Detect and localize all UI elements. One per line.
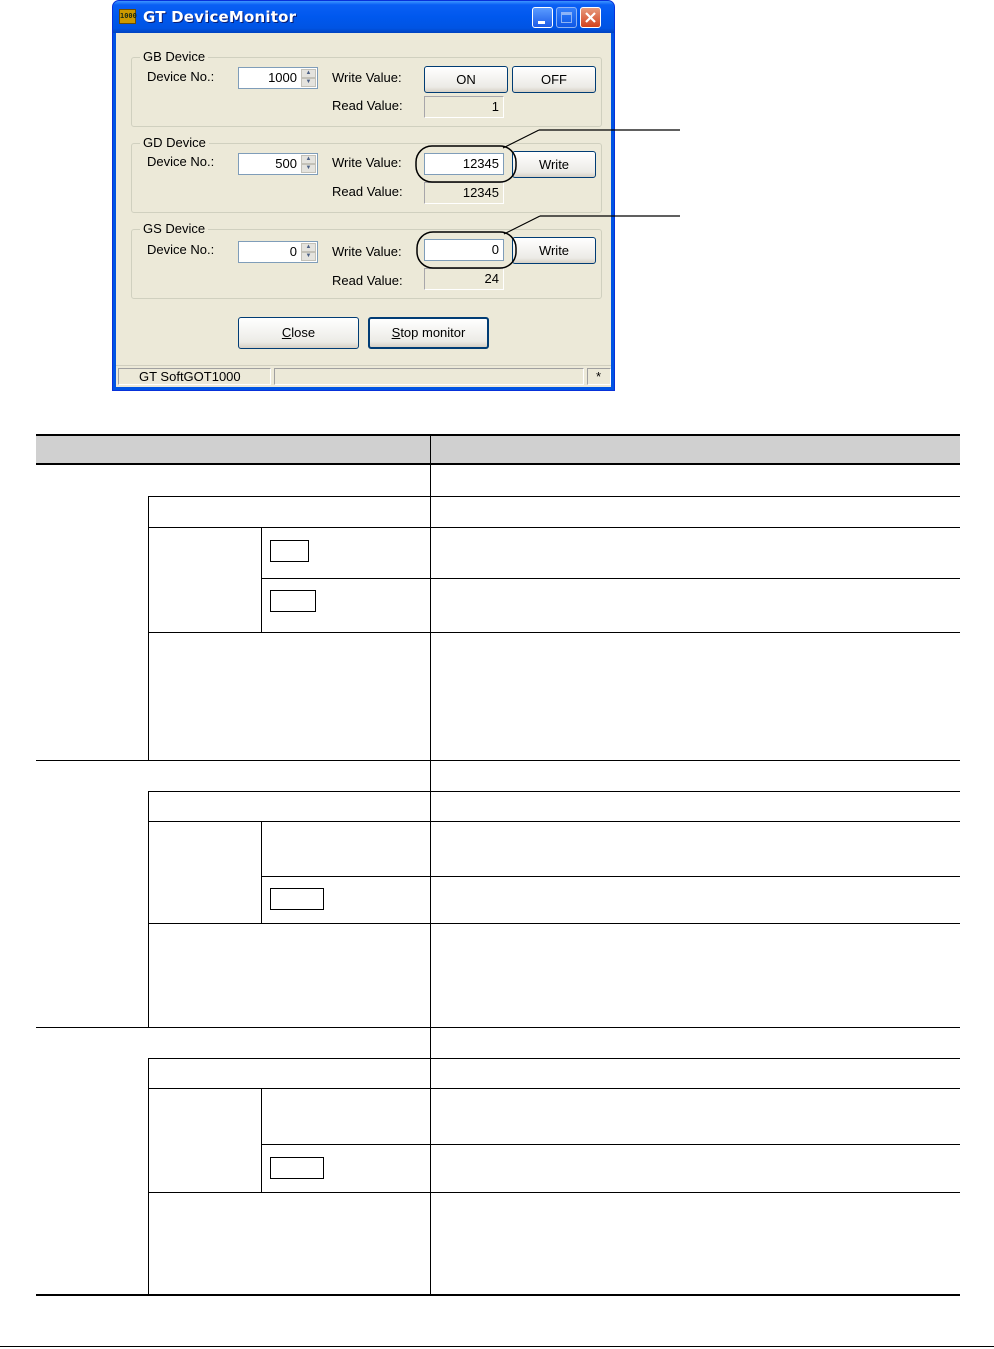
row-line [261,1144,960,1145]
section-line [36,1027,960,1028]
page-footer-rule [0,1346,994,1347]
maximize-icon [561,12,572,23]
gs-device-label: GS Device [140,221,208,236]
spin-up-icon[interactable]: ▲ [301,243,316,252]
gd-write-value-label: Write Value: [332,155,402,170]
gb-read-value-field: 1 [424,96,504,118]
section1-sub-divider [261,527,262,633]
gb-read-value-label: Read Value: [332,98,403,113]
row-line [148,821,960,822]
close-x-icon [581,8,600,27]
status-indicator: * [587,368,611,385]
close-label: lose [291,325,316,340]
gd-device-no-spinner[interactable] [238,153,318,175]
gd-device-no-label: Device No.: [147,154,215,169]
row-line [148,1192,960,1193]
gs-read-value-field: 24 [424,268,504,290]
close-button[interactable] [238,317,359,349]
row-line [148,527,960,528]
gd-read-value-label: Read Value: [332,184,403,199]
gb-device-no-spinner[interactable] [238,67,318,89]
status-app-name: GT SoftGOT1000 [118,368,271,385]
spin-up-icon[interactable]: ▲ [301,69,316,78]
gs-device-no-spinner[interactable] [238,241,318,263]
stop-monitor-label: top monitor [400,325,466,340]
row-line [148,632,960,633]
gd-device-group [131,135,602,213]
gb-device-no-value: 1000 [268,70,297,85]
row-line [261,876,960,877]
gs-write-value-input[interactable]: 0 [424,239,504,261]
spin-down-icon[interactable]: ▼ [301,164,316,173]
section3-indent [148,1058,149,1295]
section2-sub-divider [261,821,262,923]
window-client-area [116,33,611,387]
section-line [36,760,960,761]
device-monitor-window [112,0,615,391]
gs-device-no-label: Device No.: [147,242,215,257]
close-accel: C [281,325,292,340]
gs-device-group [131,221,602,299]
minimize-button[interactable] [532,7,553,28]
stop-accel: S [391,325,401,340]
gs-device-no-value: 0 [289,244,297,259]
gs-read-value-label: Read Value: [332,273,403,288]
row-line [148,923,960,924]
gd-write-value-input[interactable]: 12345 [424,153,504,175]
gd-device-no-value: 500 [275,156,297,171]
gs-write-button[interactable]: Write [512,237,596,264]
title-bar[interactable] [113,1,614,33]
gs-write-key-box [270,1157,324,1179]
gb-write-value-label: Write Value: [332,70,402,85]
spin-up-icon[interactable]: ▲ [301,155,316,164]
gd-write-key-box [270,888,324,910]
column-divider [430,465,431,1295]
status-middle-pane [274,368,584,385]
on-button[interactable]: ON [424,66,508,93]
row-line [148,1058,960,1059]
section2-indent [148,791,149,1028]
spin-down-icon[interactable]: ▼ [301,252,316,261]
off-button[interactable]: OFF [512,66,596,93]
app-icon: 1000 [119,9,136,24]
status-bar [116,365,611,387]
gs-write-value-label: Write Value: [332,244,402,259]
maximize-button[interactable] [556,7,577,28]
gd-write-button[interactable]: Write [512,151,596,178]
close-window-button[interactable] [580,7,601,28]
minimize-icon [538,21,545,24]
row-line [148,496,960,497]
on-key-box [270,540,309,562]
row-line [148,1088,960,1089]
section1-indent [148,496,149,760]
section3-sub-divider [261,1088,262,1193]
gd-device-label: GD Device [140,135,209,150]
gb-device-no-label: Device No.: [147,69,215,84]
gd-read-value-field: 12345 [424,182,504,204]
table-header [36,434,960,465]
header-divider [430,436,431,463]
table-bottom-rule [36,1294,960,1296]
row-line [148,791,960,792]
window-title: GT DeviceMonitor [143,8,297,26]
stop-monitor-button[interactable] [368,317,489,349]
off-key-box [270,590,316,612]
spin-down-icon[interactable]: ▼ [301,78,316,87]
gb-device-label: GB Device [140,49,208,64]
gb-device-group [131,49,602,127]
row-line [261,578,960,579]
